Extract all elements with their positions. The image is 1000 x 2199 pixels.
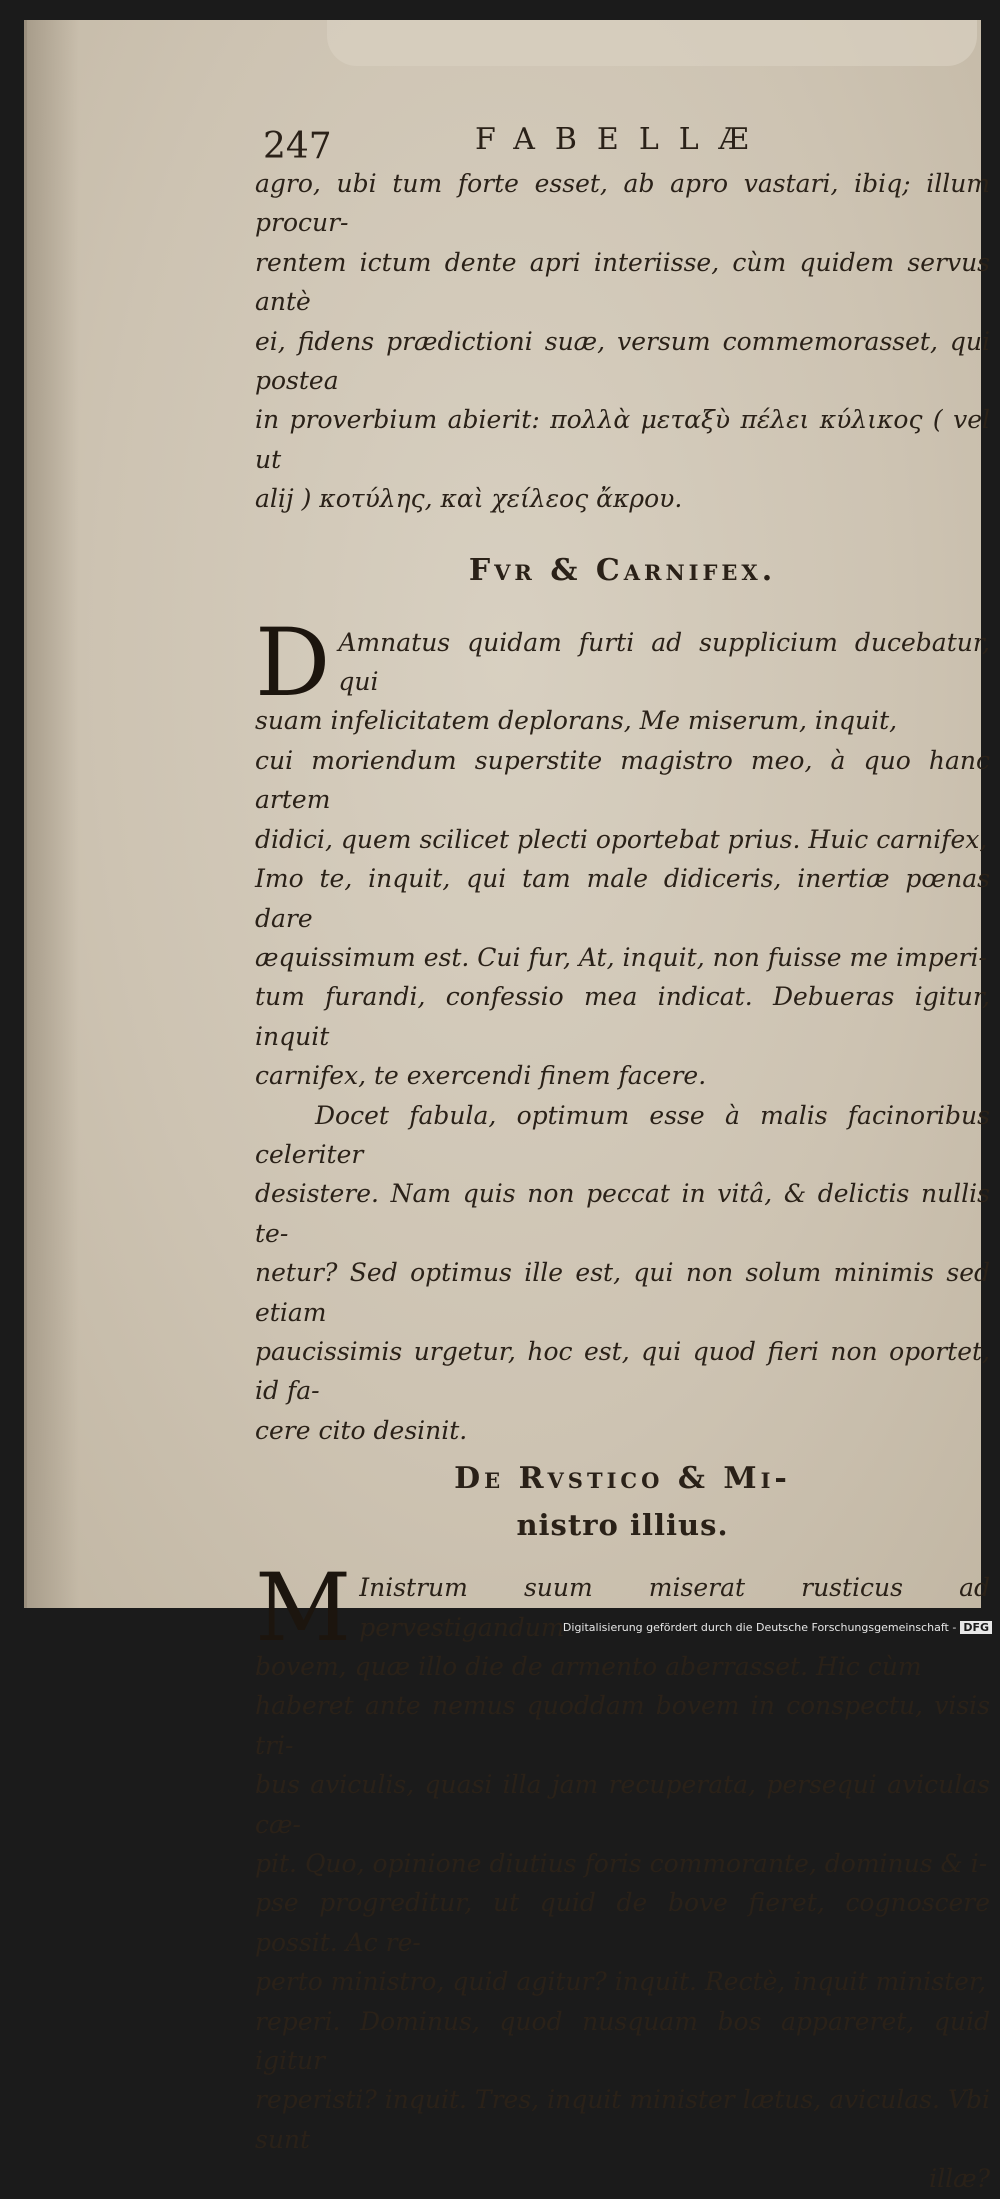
- text-line: netur? Sed optimus ille est, qui non solum minimis sed etiam: [255, 1258, 990, 1327]
- text-line: paucissimis urgetur, hoc est, qui quod fieri non oportet, id fa-: [255, 1336, 990, 1406]
- digitization-credit: [563, 1621, 992, 1634]
- text-line: Docet fabula, optimum esse à malis facinoribus celeriter: [255, 1100, 990, 1169]
- text-line: perto ministro, quid agitur? inquit. Rectè, inquit minister,: [255, 1967, 987, 1997]
- fable3-title-line1: De Rvstico & Mi-: [454, 1461, 791, 1497]
- fable1-tail: [255, 164, 990, 519]
- text-line: pse progreditur, ut quid de bove fieret, cognoscere possit. Ac re-: [255, 1888, 990, 1957]
- fable2-moral: [255, 1096, 990, 1451]
- text-line: ei, fidens prædictioni suæ, versum commemorasset, qui postea: [255, 326, 990, 396]
- text-line: cui moriendum superstite magistro meo, à quo hanc artem: [255, 745, 990, 815]
- text-line: desistere. Nam quis non peccat in vitâ, & delictis nullis te-: [255, 1179, 990, 1248]
- text-line: in proverbium abierit: πολλὰ μεταξὺ πέλει κύλικος ( vel ut: [255, 405, 990, 474]
- credit-text: Digitalisierung gefördert durch die Deutsche Forschungsgemeinschaft -: [562, 1621, 957, 1634]
- text-line: bus aviculis, quasi illa jam recuperata, persequi aviculas cæ-: [255, 1770, 990, 1839]
- fable2-body: [255, 608, 990, 1096]
- text-line: Inistrum suum miserat rusticus ad pervestigandum: [359, 1573, 990, 1642]
- text-line: rentem ictum dente apri interiisse, cùm quidem servus antè: [255, 247, 990, 317]
- fable3-title: [255, 1456, 990, 1548]
- text-line: tum furandi, confessio mea indicat. Debueras igitur, inquit: [255, 982, 990, 1051]
- page-text: [255, 120, 990, 2199]
- text-line: cere cito desinit.: [255, 1415, 468, 1445]
- text-line: reperi. Dominus, quod nusquam bos appareret, quid igitur: [255, 2006, 990, 2076]
- page-top-fold: [327, 20, 977, 66]
- text-line: alij ) κοτύλης, καὶ χείλεος ἄκρου.: [255, 484, 683, 514]
- page-header: [255, 120, 990, 167]
- fable2-title: Fvr & Carnifex.: [468, 552, 777, 588]
- text-line: reperisti? inquit. Tres, inquit minister lætus, aviculas. Vbi sunt: [255, 2085, 990, 2154]
- page-gutter-shadow: [27, 20, 79, 1608]
- drop-cap: D: [255, 608, 331, 718]
- fable3-body: [255, 1554, 990, 2199]
- text-line: bovem, quæ illo die de armento aberrasset. Hic cùm: [255, 1652, 922, 1681]
- text-line: haberet ante nemus quoddam bovem in conspectu, visis tri-: [255, 1691, 990, 1760]
- text-line: pit. Quo, opinione diutius foris commorante, dominus & i-: [255, 1849, 988, 1879]
- page-number: 247: [263, 126, 332, 167]
- text-line: carnifex, te exercendi finem facere.: [255, 1061, 707, 1091]
- drop-cap: M: [255, 1554, 352, 1664]
- running-title: FABELLÆ: [475, 122, 769, 157]
- text-line: didici, quem scilicet plecti oportebat prius. Huic carnifex,: [255, 824, 988, 854]
- text-line: Imo te, inquit, qui tam male didiceris, inertiæ pœnas dare: [255, 864, 990, 933]
- text-line: suam infelicitatem deplorans, Me miserum, inquit,: [255, 706, 898, 736]
- text-line: agro, ubi tum forte esset, ab apro vastari, ibiq; illum procur-: [255, 169, 990, 238]
- fable3-title-line2: nistro illius.: [516, 1508, 729, 1543]
- text-line: æquissimum est. Cui fur, At, inquit, non fuisse me imperi-: [255, 942, 987, 972]
- text-line: Amnatus quidam furti ad supplicium ducebatur, qui: [338, 627, 990, 697]
- text-line: illæ?: [929, 2164, 990, 2194]
- dfg-logo: DFG: [960, 1621, 992, 1634]
